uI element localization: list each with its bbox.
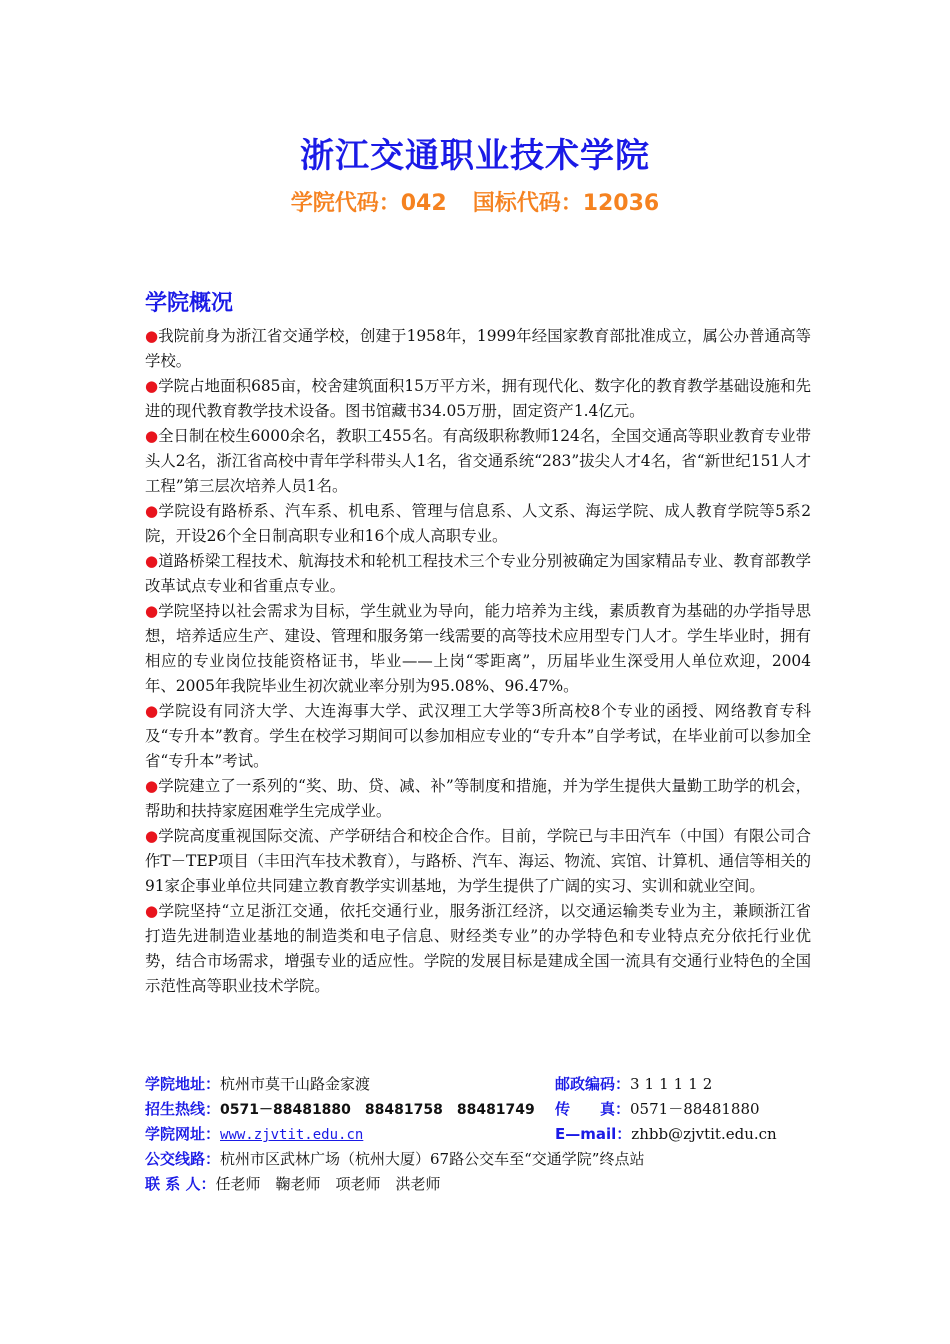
bullet-icon: ● xyxy=(145,902,159,920)
postcode-field xyxy=(555,1072,717,1098)
contact-footer xyxy=(145,1072,825,1197)
paragraph-text: 学院建立了一系列的“奖、助、贷、减、补”等制度和措施，并为学生提供大量勤工助学的机会，帮助和扶持家庭困难学生完成学业。 xyxy=(145,777,811,820)
hotline-value: 0571－88481880 88481758 88481749 xyxy=(220,1102,535,1118)
bus-row xyxy=(145,1147,825,1172)
postcode-label: 邮政编码： xyxy=(555,1075,631,1093)
fax-label: 传 真： xyxy=(555,1100,631,1118)
paragraph-text: 全日制在校生6000余名，教职工455名。有高级职称教师124名，全国交通高等职业教育专业带头人2名，浙江省高校中青年学科带头人1名，省交通系统“283”拔尖人才4名，省“新世纪151人才工程”第三层次培养人员1名。 xyxy=(145,427,812,495)
fax-field xyxy=(555,1097,760,1123)
overview-paragraph xyxy=(145,699,811,774)
page-title: 浙江交通职业技术学院 xyxy=(300,136,650,176)
bullet-icon: ● xyxy=(145,702,159,720)
paragraph-text: 学院坚持以社会需求为目标，学生就业为导向，能力培养为主线，素质教育为基础的办学指导思想，培养适应生产、建设、管理和服务第一线需要的高等技术应用型专门人才。学生毕业时，拥有相应的专业岗位技能资格证书，毕业——上岗“零距离”，历届毕业生深受用人单位欢迎，2004年、2005年我院毕业生初次就业率分别为95.08%、96.47%。 xyxy=(145,602,811,695)
website-row xyxy=(145,1122,825,1147)
email-label: E—mail： xyxy=(555,1125,632,1143)
bullet-icon: ● xyxy=(145,552,159,570)
paragraph-text: 道路桥梁工程技术、航海技术和轮机工程技术三个专业分别被确定为国家精品专业、教育部教学改革试点专业和省重点专业。 xyxy=(145,552,811,595)
hotline-row xyxy=(145,1097,825,1122)
bullet-icon: ● xyxy=(145,602,159,620)
overview-paragraph xyxy=(145,899,811,999)
overview-paragraph xyxy=(145,499,811,549)
email-field xyxy=(555,1122,777,1148)
paragraph-text: 我院前身为浙江省交通学校，创建于1958年，1999年经国家教育部批准成立，属公办普通高等学校。 xyxy=(145,327,812,370)
bullet-icon: ● xyxy=(145,502,159,520)
paragraph-text: 学院高度重视国际交流、产学研结合和校企合作。目前，学院已与丰田汽车（中国）有限公司合作T－TEP项目（丰田汽车技术教育），与路桥、汽车、海运、物流、宾馆、计算机、通信等相关的91家企事业单位共同建立教育教学实训基地，为学生提供了广阔的实习、实训和就业空间。 xyxy=(145,827,811,895)
bullet-icon: ● xyxy=(145,427,159,445)
hotline-label: 招生热线： xyxy=(145,1100,221,1118)
contact-value: 任老师 鞠老师 项老师 洪老师 xyxy=(215,1175,441,1193)
code-line xyxy=(0,186,950,217)
website-link[interactable]: www.zjvtit.edu.cn xyxy=(220,1127,364,1143)
paragraph-text: 学院坚持“立足浙江交通，依托交通行业，服务浙江经济，以交通运输类专业为主，兼顾浙江省打造先进制造业基地的制造类和电子信息、财经类专业”的办学特色和专业特点充分依托行业优势，结合市场需求，增强专业的适应性。学院的发展目标是建成全国一流具有交通行业特色的全国示范性高等职业技术学院。 xyxy=(145,902,812,995)
address-row xyxy=(145,1072,825,1097)
intl-code: 国标代码：12036 xyxy=(472,191,660,216)
address-label: 学院地址： xyxy=(145,1075,221,1093)
paragraph-text: 学院设有路桥系、汽车系、机电系、管理与信息系、人文系、海运学院、成人教育学院等5系2院，开设26个全日制高职专业和16个成人高职专业。 xyxy=(145,502,811,545)
overview-content xyxy=(145,324,811,999)
bullet-icon: ● xyxy=(145,827,159,845)
bullet-icon: ● xyxy=(145,327,159,345)
overview-paragraph xyxy=(145,599,811,699)
overview-paragraph xyxy=(145,824,811,899)
bullet-icon: ● xyxy=(145,377,159,395)
bus-label: 公交线路： xyxy=(145,1150,221,1168)
postcode-value: 311112 xyxy=(630,1075,718,1093)
overview-paragraph xyxy=(145,324,811,374)
address-value: 杭州市莫干山路金家渡 xyxy=(220,1075,371,1093)
section-heading: 学院概况 xyxy=(145,291,234,316)
paragraph-text: 学院占地面积685亩，校舍建筑面积15万平方米，拥有现代化、数字化的教育教学基础设施和先进的现代教育教学技术设备。图书馆藏书34.05万册，固定资产1.4亿元。 xyxy=(145,377,811,420)
college-code: 学院代码：042 xyxy=(290,191,447,216)
overview-paragraph xyxy=(145,424,811,499)
email-value[interactable]: zhbb@zjvtit.edu.cn xyxy=(631,1125,777,1143)
bullet-icon: ● xyxy=(145,777,159,795)
contact-row xyxy=(145,1172,825,1197)
overview-paragraph xyxy=(145,549,811,599)
fax-value: 0571－88481880 xyxy=(630,1100,760,1118)
bus-value: 杭州市区武林广场（杭州大厦）67路公交车至“交通学院”终点站 xyxy=(220,1150,645,1168)
paragraph-text: 学院设有同济大学、大连海事大学、武汉理工大学等3所高校8个专业的函授、网络教育专科及“专升本”教育。学生在校学习期间可以参加相应专业的“专升本”自学考试，在毕业前可以参加全省“专升本”考试。 xyxy=(145,702,811,770)
contact-label: 联 系 人： xyxy=(145,1175,216,1193)
website-label: 学院网址： xyxy=(145,1125,221,1143)
overview-paragraph xyxy=(145,774,811,824)
overview-paragraph xyxy=(145,374,811,424)
